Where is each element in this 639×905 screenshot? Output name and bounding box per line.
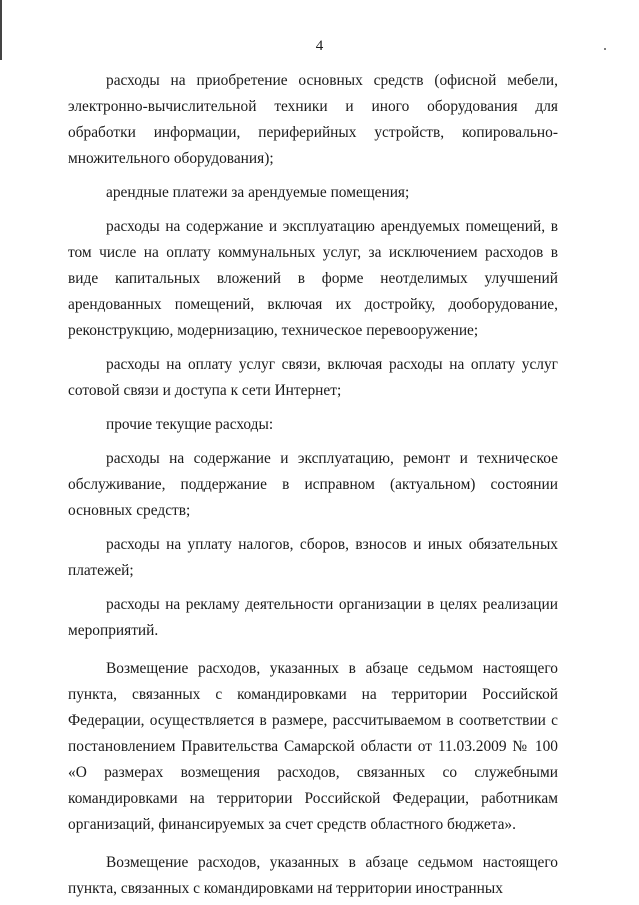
- paragraph: Возмещение расходов, указанных в абзаце седьмом настоящего пункта, связанных с командировками на территории иностранных: [68, 854, 558, 897]
- paragraph: расходы на содержание и эксплуатацию арендуемых помещений, в том числе на оплату коммунальных услуг, за исключением расходов в виде капитальных вложений в форме неотделимых улучшений арендованных помещений, включая их достройку, дооборудование, реконструкцию, модернизацию, техническое перевооружение;: [68, 218, 558, 339]
- paragraph: расходы на уплату налогов, сборов, взносов и иных обязательных платежей;: [68, 536, 558, 579]
- page-number: 4: [315, 38, 324, 54]
- paragraph: Возмещение расходов, указанных в абзаце седьмом настоящего пункта, связанных с командировками на территории Российской Федерации, осуществляется в размере, рассчитываемом в соответствии с постановлением Правительства Самарской области от 11.03.2009 № 100 «О размерах возмещения расходов, связанных со служебными командировками на территории Российской Федерации, работникам организаций, финансируемых за счет средств областного бюджета».: [68, 660, 558, 833]
- paragraph: расходы на рекламу деятельности организации в целях реализации мероприятий.: [68, 596, 558, 639]
- paragraph: прочие текущие расходы:: [106, 416, 274, 433]
- paragraph: арендные платежи за арендуемые помещения;: [106, 184, 410, 201]
- document-body: [68, 68, 558, 902]
- paragraph: расходы на оплату услуг связи, включая расходы на оплату услуг сотовой связи и доступа к сети Интернет;: [68, 356, 558, 399]
- paragraph: расходы на приобретение основных средств (офисной мебели, электронно-вычислительной техники и иного оборудования для обработки информации, периферийных устройств, копировально-множительного оборудования);: [68, 72, 558, 167]
- paragraph: расходы на содержание и эксплуатацию, ремонт и техническое обслуживание, поддержание в исправном (актуальном) состоянии основных средств;: [68, 450, 558, 519]
